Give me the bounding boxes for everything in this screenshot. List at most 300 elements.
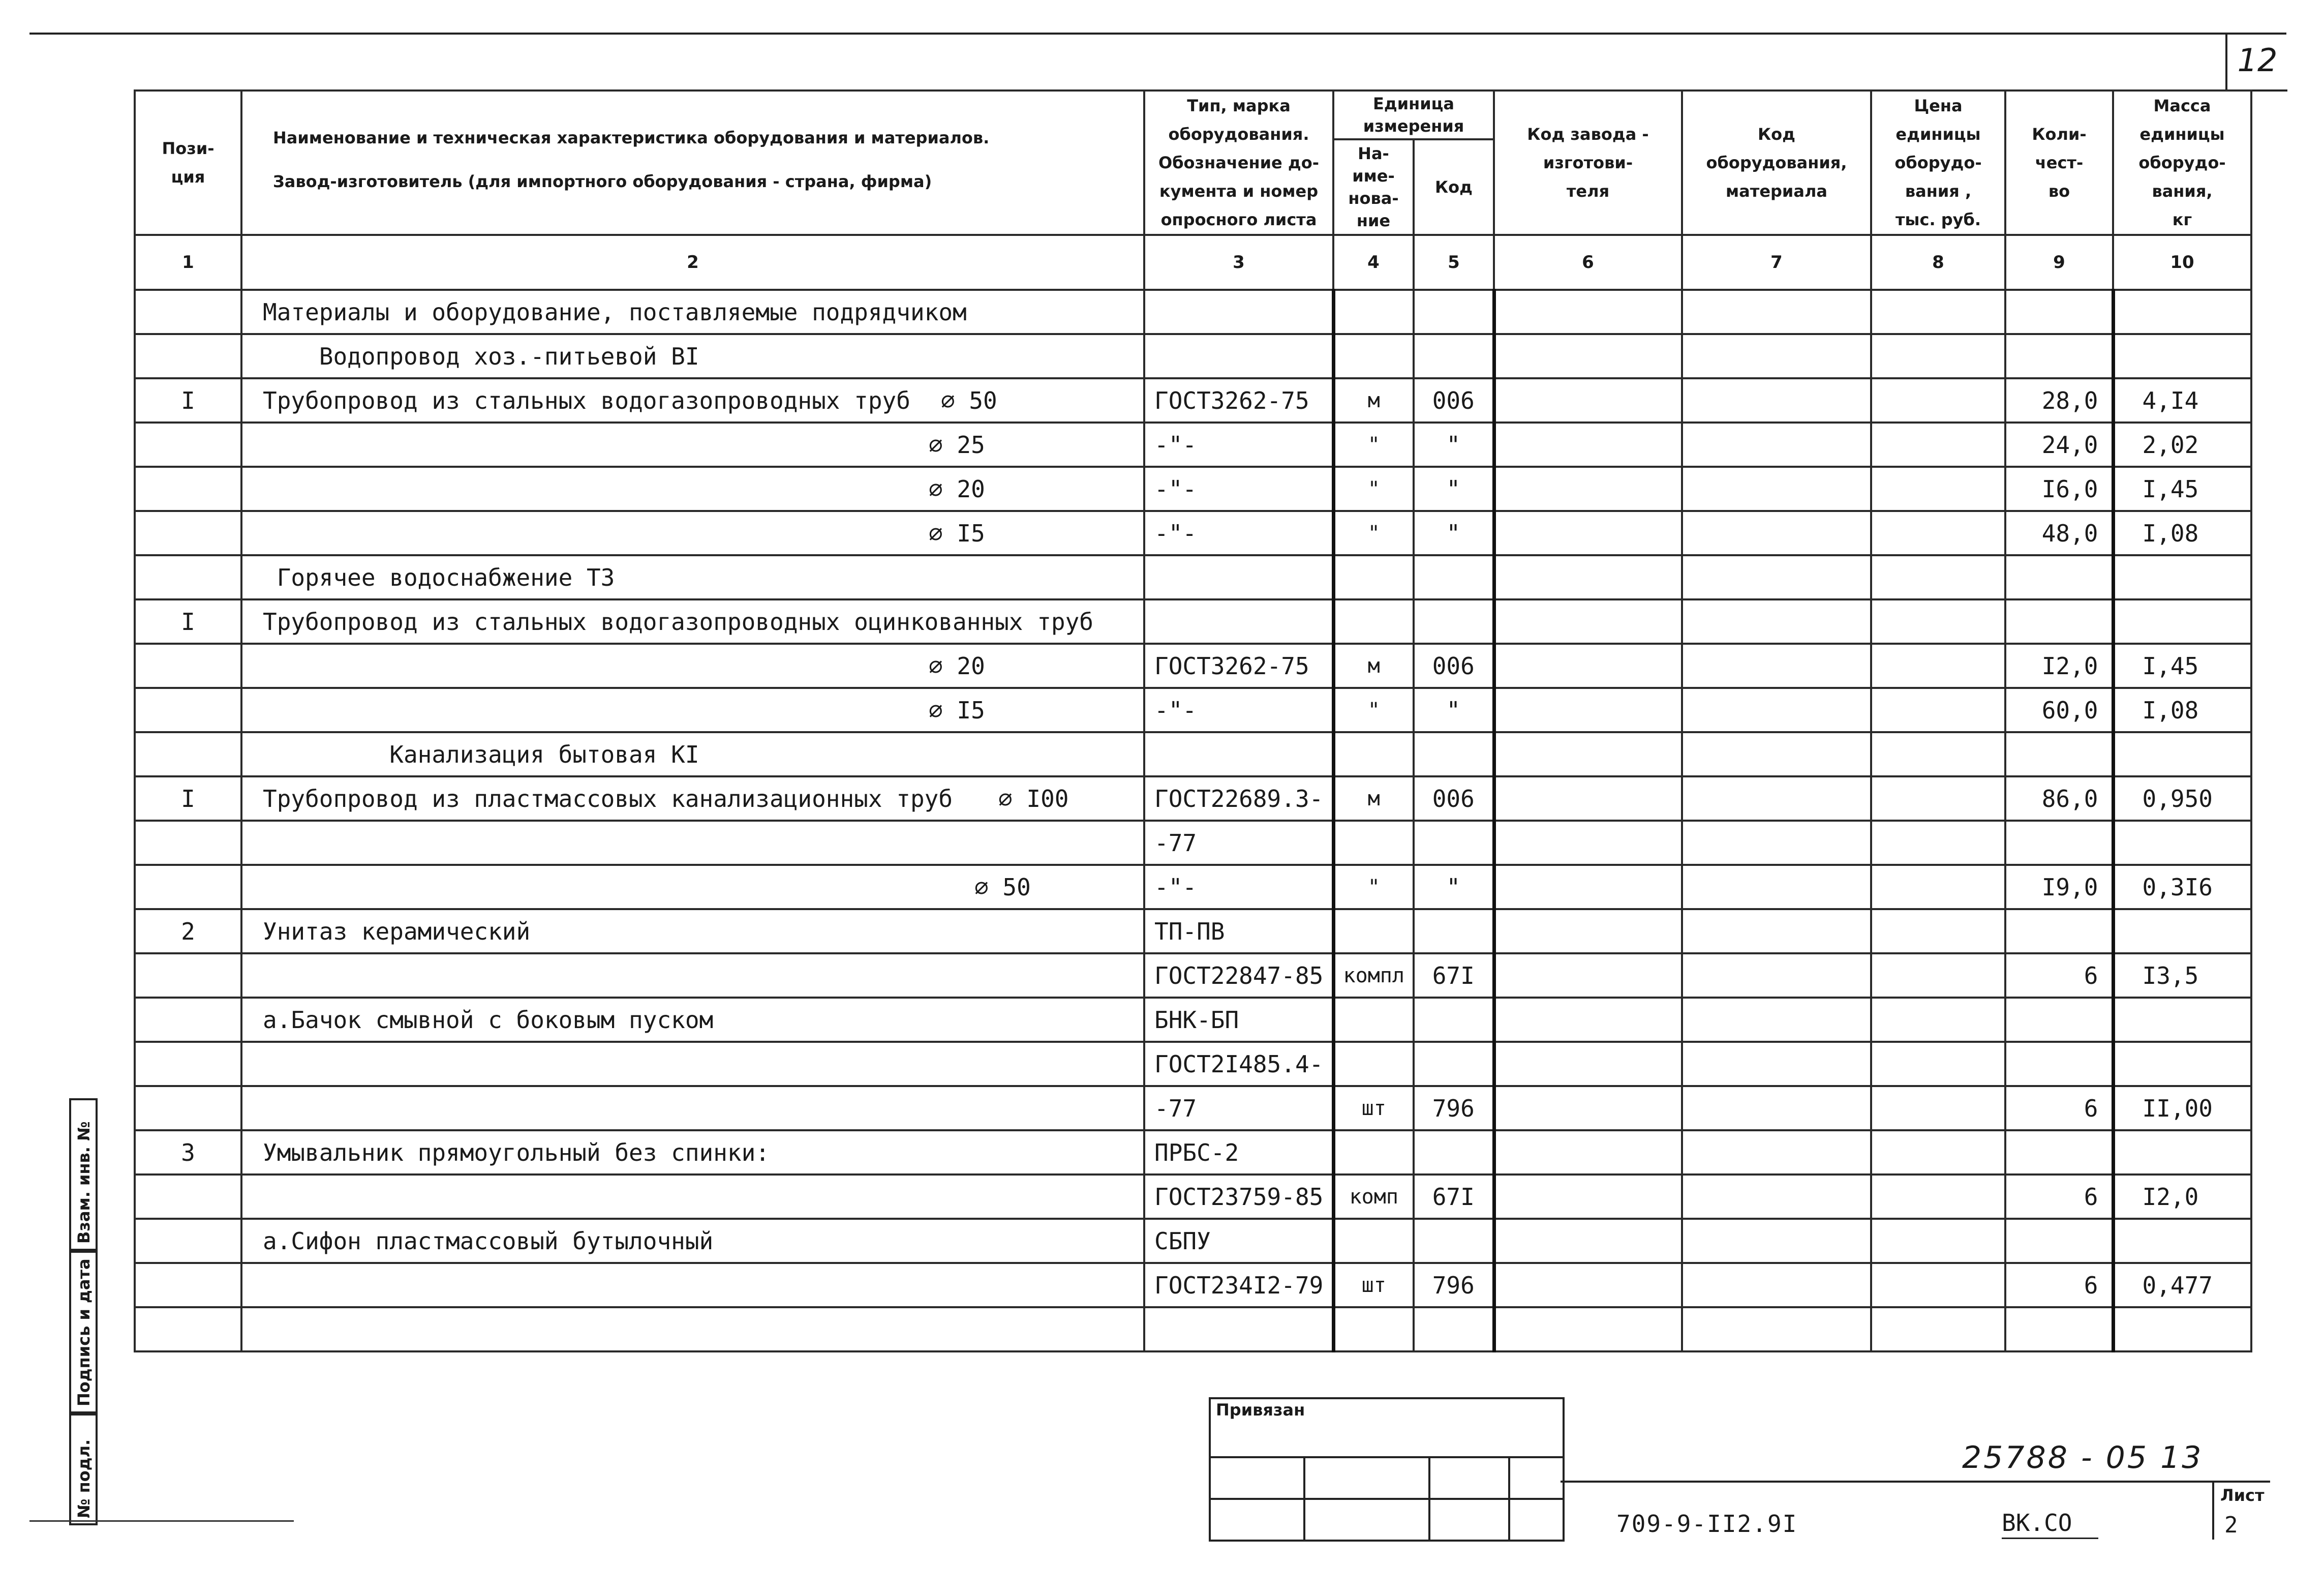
unit-code-cell xyxy=(1414,599,1494,644)
name-cell xyxy=(241,1130,1144,1175)
price-cell xyxy=(1871,998,2005,1042)
unit-name-cell: компл xyxy=(1333,953,1414,998)
mass-cell xyxy=(2113,290,2251,334)
equipment-code-cell xyxy=(1682,1175,1871,1219)
price-cell xyxy=(1871,423,2005,467)
type-cell: -77 xyxy=(1144,821,1333,865)
equipment-code-cell xyxy=(1682,511,1871,555)
position-cell xyxy=(135,555,241,599)
unit-name-cell: м xyxy=(1333,644,1414,688)
unit-name-cell xyxy=(1333,1130,1414,1175)
type-cell: ГОСТ2I485.4- xyxy=(1144,1042,1333,1086)
quantity-cell: I2,0 xyxy=(2005,644,2113,688)
type-cell: -"- xyxy=(1144,511,1333,555)
type-cell: ГОСТ23759-85 xyxy=(1144,1175,1333,1219)
item-name: Горячее водоснабжение ТЗ xyxy=(263,563,615,591)
name-cell xyxy=(241,953,1144,998)
unit-code-cell: " xyxy=(1414,511,1494,555)
header-unit-name: На- име- нова- ние xyxy=(1333,139,1414,235)
price-cell xyxy=(1871,511,2005,555)
equipment-code-cell xyxy=(1682,1219,1871,1263)
position-cell: 3 xyxy=(135,1130,241,1175)
name-cell xyxy=(241,1263,1144,1307)
name-cell xyxy=(241,821,1144,865)
type-cell: ГОСТ22847-85 xyxy=(1144,953,1333,998)
column-number: 9 xyxy=(2005,235,2113,290)
factory-code-cell xyxy=(1494,776,1682,821)
unit-name-cell xyxy=(1333,290,1414,334)
price-cell xyxy=(1871,378,2005,423)
table-row xyxy=(135,1219,2251,1263)
name-cell xyxy=(241,423,1144,467)
factory-code-cell xyxy=(1494,423,1682,467)
price-cell xyxy=(1871,1307,2005,1351)
type-cell: -"- xyxy=(1144,865,1333,909)
table-row xyxy=(135,511,2251,555)
table-row xyxy=(135,732,2251,776)
mass-cell xyxy=(2113,1130,2251,1175)
table-row xyxy=(135,776,2251,821)
table-row xyxy=(135,1042,2251,1086)
swap-inventory-label: Взам. инв. № xyxy=(74,1121,94,1244)
type-cell: ГОСТ3262-75 xyxy=(1144,378,1333,423)
sheet-number: 2 xyxy=(2224,1512,2238,1538)
signature-date-label: Подпись и дата xyxy=(74,1258,94,1406)
quantity-cell: 24,0 xyxy=(2005,423,2113,467)
quantity-cell: I6,0 xyxy=(2005,467,2113,511)
unit-name-cell xyxy=(1333,732,1414,776)
name-cell xyxy=(241,555,1144,599)
equipment-code-cell xyxy=(1682,644,1871,688)
mass-cell xyxy=(2113,555,2251,599)
unit-name-cell: " xyxy=(1333,467,1414,511)
item-name: а.Сифон пластмассовый бутылочный xyxy=(263,1227,714,1255)
unit-name-cell: шт xyxy=(1333,1263,1414,1307)
name-cell xyxy=(241,378,1144,423)
column-number: 2 xyxy=(241,235,1144,290)
name-cell xyxy=(241,998,1144,1042)
unit-code-cell: " xyxy=(1414,467,1494,511)
table-row xyxy=(135,334,2251,378)
mass-cell xyxy=(2113,1219,2251,1263)
original-number-cell xyxy=(69,1413,98,1525)
pipe-diameter: ∅ 50 xyxy=(940,386,997,414)
type-cell xyxy=(1144,599,1333,644)
unit-code-cell: 67I xyxy=(1414,953,1494,998)
unit-code-cell: 006 xyxy=(1414,644,1494,688)
sheet-corner-box xyxy=(2225,35,2287,92)
name-cell xyxy=(241,865,1144,909)
mass-cell: 0,477 xyxy=(2113,1263,2251,1307)
name-cell xyxy=(241,776,1144,821)
type-cell xyxy=(1144,1307,1333,1351)
name-cell xyxy=(241,1042,1144,1086)
position-cell xyxy=(135,1219,241,1263)
price-cell xyxy=(1871,1130,2005,1175)
type-cell: ГОСТ22689.3- xyxy=(1144,776,1333,821)
table-row xyxy=(135,865,2251,909)
item-name: Трубопровод из стальных водогазопроводных труб xyxy=(263,386,910,414)
position-cell xyxy=(135,865,241,909)
quantity-cell xyxy=(2005,821,2113,865)
sheet-number-box xyxy=(2212,1481,2270,1540)
unit-code-cell: " xyxy=(1414,688,1494,732)
price-cell xyxy=(1871,290,2005,334)
equipment-code-cell xyxy=(1682,1263,1871,1307)
name-cell xyxy=(241,1219,1144,1263)
price-cell xyxy=(1871,1175,2005,1219)
position-cell xyxy=(135,511,241,555)
quantity-cell: 28,0 xyxy=(2005,378,2113,423)
mass-cell: I,08 xyxy=(2113,511,2251,555)
position-cell xyxy=(135,1263,241,1307)
table-row xyxy=(135,599,2251,644)
table-row xyxy=(135,1263,2251,1307)
table-row xyxy=(135,998,2251,1042)
swap-inventory-cell xyxy=(69,1098,98,1251)
sheet-corner-number: 12 xyxy=(2237,42,2278,79)
equipment-code-cell xyxy=(1682,732,1871,776)
type-cell: -"- xyxy=(1144,423,1333,467)
table-row xyxy=(135,821,2251,865)
table-row xyxy=(135,555,2251,599)
unit-name-cell xyxy=(1333,1307,1414,1351)
position-cell xyxy=(135,1086,241,1130)
mass-cell: I,45 xyxy=(2113,644,2251,688)
price-cell xyxy=(1871,644,2005,688)
top-border-line xyxy=(29,33,2286,35)
mass-cell xyxy=(2113,1042,2251,1086)
quantity-cell xyxy=(2005,1130,2113,1175)
type-cell: ГОСТ3262-75 xyxy=(1144,644,1333,688)
item-name: Унитаз керамический xyxy=(263,917,531,945)
type-cell: ПРБС-2 xyxy=(1144,1130,1333,1175)
factory-code-cell xyxy=(1494,1219,1682,1263)
unit-code-cell xyxy=(1414,821,1494,865)
equipment-code-cell xyxy=(1682,821,1871,865)
unit-code-cell: 006 xyxy=(1414,776,1494,821)
column-number: 3 xyxy=(1144,235,1333,290)
price-cell xyxy=(1871,1263,2005,1307)
item-name: Умывальник прямоугольный без спинки: xyxy=(263,1138,770,1166)
name-cell xyxy=(241,290,1144,334)
type-cell xyxy=(1144,290,1333,334)
table-row xyxy=(135,1086,2251,1130)
factory-code-cell xyxy=(1494,865,1682,909)
drawing-mark-underline xyxy=(2002,1538,2098,1539)
price-cell xyxy=(1871,688,2005,732)
table-row xyxy=(135,467,2251,511)
factory-code-cell xyxy=(1494,1307,1682,1351)
column-number: 7 xyxy=(1682,235,1871,290)
type-cell: -77 xyxy=(1144,1086,1333,1130)
price-cell xyxy=(1871,1219,2005,1263)
header-unit-code: Код xyxy=(1414,139,1494,235)
quantity-cell xyxy=(2005,909,2113,953)
equipment-code-cell xyxy=(1682,776,1871,821)
equipment-code-cell xyxy=(1682,1130,1871,1175)
unit-name-cell: м xyxy=(1333,378,1414,423)
column-number: 6 xyxy=(1494,235,1682,290)
price-cell xyxy=(1871,909,2005,953)
table-row xyxy=(135,1307,2251,1351)
factory-code-cell xyxy=(1494,909,1682,953)
factory-code-cell xyxy=(1494,378,1682,423)
factory-code-cell xyxy=(1494,1263,1682,1307)
equipment-code-cell xyxy=(1682,953,1871,998)
quantity-cell: 6 xyxy=(2005,1263,2113,1307)
position-cell xyxy=(135,290,241,334)
type-cell: ТП-ПВ xyxy=(1144,909,1333,953)
equipment-code-cell xyxy=(1682,688,1871,732)
header-price: Цена единицы оборудо- вания , тыс. руб. xyxy=(1871,91,2005,235)
table-row xyxy=(135,378,2251,423)
mass-cell xyxy=(2113,821,2251,865)
factory-code-cell xyxy=(1494,821,1682,865)
header-position: Пози- ция xyxy=(135,91,241,235)
position-cell xyxy=(135,953,241,998)
equipment-code-cell xyxy=(1682,1086,1871,1130)
unit-code-cell xyxy=(1414,732,1494,776)
binding-label: Привязан xyxy=(1216,1400,1305,1420)
unit-code-cell: 796 xyxy=(1414,1086,1494,1130)
position-cell xyxy=(135,423,241,467)
equipment-code-cell xyxy=(1682,378,1871,423)
column-number: 8 xyxy=(1871,235,2005,290)
name-cell xyxy=(241,644,1144,688)
factory-code-cell xyxy=(1494,1042,1682,1086)
factory-code-cell xyxy=(1494,688,1682,732)
factory-code-cell xyxy=(1494,1175,1682,1219)
factory-code-cell xyxy=(1494,467,1682,511)
name-cell xyxy=(241,334,1144,378)
column-number: 1 xyxy=(135,235,241,290)
pipe-diameter: ∅ 20 xyxy=(929,475,985,503)
mass-cell: 0,3I6 xyxy=(2113,865,2251,909)
unit-code-cell xyxy=(1414,555,1494,599)
factory-code-cell xyxy=(1494,998,1682,1042)
quantity-cell xyxy=(2005,290,2113,334)
position-cell xyxy=(135,334,241,378)
equipment-code-cell xyxy=(1682,998,1871,1042)
unit-code-cell xyxy=(1414,998,1494,1042)
quantity-cell: 48,0 xyxy=(2005,511,2113,555)
unit-name-cell xyxy=(1333,998,1414,1042)
factory-code-cell xyxy=(1494,555,1682,599)
price-cell xyxy=(1871,776,2005,821)
factory-code-cell xyxy=(1494,1130,1682,1175)
unit-code-cell xyxy=(1414,290,1494,334)
position-cell: I xyxy=(135,599,241,644)
unit-name-cell xyxy=(1333,1219,1414,1263)
pipe-diameter: ∅ I5 xyxy=(929,696,985,724)
column-number: 4 xyxy=(1333,235,1414,290)
unit-code-cell: 006 xyxy=(1414,378,1494,423)
price-cell xyxy=(1871,732,2005,776)
unit-code-cell: " xyxy=(1414,423,1494,467)
specification-rows xyxy=(135,290,2251,1351)
position-cell xyxy=(135,732,241,776)
quantity-cell: 6 xyxy=(2005,953,2113,998)
item-name: Материалы и оборудование, поставляемые подрядчиком xyxy=(263,298,967,326)
pipe-diameter: ∅ I5 xyxy=(929,519,985,547)
position-cell: I xyxy=(135,776,241,821)
name-cell xyxy=(241,599,1144,644)
unit-name-cell xyxy=(1333,821,1414,865)
unit-name-cell: м xyxy=(1333,776,1414,821)
factory-code-cell xyxy=(1494,644,1682,688)
table-row xyxy=(135,290,2251,334)
item-name: а.Бачок смывной с боковым пуском xyxy=(263,1006,714,1034)
header-type: Тип, марка оборудования. Обозначение до- кумента и номер опросного листа xyxy=(1144,91,1333,235)
pipe-diameter: ∅ 20 xyxy=(929,652,985,680)
mass-cell: I3,5 xyxy=(2113,953,2251,998)
position-cell: I xyxy=(135,378,241,423)
signature-date-cell xyxy=(69,1251,98,1413)
header-equipment-code: Код оборудования, материала xyxy=(1682,91,1871,235)
position-cell xyxy=(135,688,241,732)
equipment-code-cell xyxy=(1682,467,1871,511)
name-cell xyxy=(241,1175,1144,1219)
unit-name-cell xyxy=(1333,334,1414,378)
quantity-cell xyxy=(2005,1219,2113,1263)
unit-code-cell xyxy=(1414,1130,1494,1175)
position-cell xyxy=(135,467,241,511)
unit-code-cell xyxy=(1414,1219,1494,1263)
column-number: 10 xyxy=(2113,235,2251,290)
equipment-code-cell xyxy=(1682,1307,1871,1351)
table-row xyxy=(135,423,2251,467)
unit-name-cell xyxy=(1333,599,1414,644)
unit-name-cell xyxy=(1333,909,1414,953)
name-cell xyxy=(241,467,1144,511)
factory-code-cell xyxy=(1494,953,1682,998)
price-cell xyxy=(1871,467,2005,511)
header-unit-group: Единица измерения xyxy=(1333,91,1494,139)
pipe-diameter: ∅ 25 xyxy=(929,431,985,459)
position-cell xyxy=(135,1307,241,1351)
position-cell xyxy=(135,998,241,1042)
unit-name-cell: " xyxy=(1333,423,1414,467)
quantity-cell xyxy=(2005,599,2113,644)
specification-table xyxy=(134,89,2252,1352)
quantity-cell xyxy=(2005,1307,2113,1351)
name-cell xyxy=(241,1307,1144,1351)
equipment-code-cell xyxy=(1682,599,1871,644)
type-cell: ГОСТ234I2-79 xyxy=(1144,1263,1333,1307)
equipment-code-cell xyxy=(1682,334,1871,378)
factory-code-cell xyxy=(1494,732,1682,776)
factory-code-cell xyxy=(1494,511,1682,555)
mass-cell xyxy=(2113,998,2251,1042)
price-cell xyxy=(1871,865,2005,909)
position-cell xyxy=(135,1042,241,1086)
position-cell xyxy=(135,821,241,865)
type-cell: -"- xyxy=(1144,467,1333,511)
price-cell xyxy=(1871,953,2005,998)
table-row xyxy=(135,1175,2251,1219)
position-cell xyxy=(135,644,241,688)
unit-name-cell: " xyxy=(1333,511,1414,555)
quantity-cell: 6 xyxy=(2005,1086,2113,1130)
quantity-cell: 6 xyxy=(2005,1175,2113,1219)
factory-code-cell xyxy=(1494,599,1682,644)
header-quantity: Коли- чест- во xyxy=(2005,91,2113,235)
left-margin-stamp xyxy=(69,1098,130,1525)
drawing-mark: ВК.СО xyxy=(2002,1509,2072,1537)
position-cell: 2 xyxy=(135,909,241,953)
header-factory-code: Код завода - изготови- теля xyxy=(1494,91,1682,235)
factory-code-cell xyxy=(1494,334,1682,378)
quantity-cell xyxy=(2005,555,2113,599)
position-cell xyxy=(135,1175,241,1219)
mass-cell: 0,950 xyxy=(2113,776,2251,821)
equipment-code-cell xyxy=(1682,1042,1871,1086)
unit-name-cell: " xyxy=(1333,688,1414,732)
document-number: 25788 - 05 13 xyxy=(1962,1440,2204,1475)
unit-name-cell: комп xyxy=(1333,1175,1414,1219)
header-mass: Масса единицы оборудо- вания, кг xyxy=(2113,91,2251,235)
unit-code-cell xyxy=(1414,1042,1494,1086)
mass-cell xyxy=(2113,909,2251,953)
name-cell xyxy=(241,1086,1144,1130)
price-cell xyxy=(1871,1086,2005,1130)
type-cell: -"- xyxy=(1144,688,1333,732)
mass-cell xyxy=(2113,599,2251,644)
unit-name-cell: " xyxy=(1333,865,1414,909)
table-row xyxy=(135,953,2251,998)
equipment-code-cell xyxy=(1682,290,1871,334)
quantity-cell: 86,0 xyxy=(2005,776,2113,821)
mass-cell xyxy=(2113,334,2251,378)
column-number-row xyxy=(135,235,2251,290)
equipment-code-cell xyxy=(1682,555,1871,599)
unit-name-cell: шт xyxy=(1333,1086,1414,1130)
equipment-code-cell xyxy=(1682,865,1871,909)
table-row xyxy=(135,1130,2251,1175)
mass-cell: 2,02 xyxy=(2113,423,2251,467)
item-name: Водопровод хоз.-питьевой BI xyxy=(263,342,699,370)
type-cell xyxy=(1144,334,1333,378)
pipe-diameter: ∅ 50 xyxy=(974,873,1031,901)
header-name: Наименование и техническая характеристика оборудования и материалов. Завод-изготовитель (для импортного оборудования - страна, фирма) xyxy=(241,91,1144,235)
unit-code-cell: 796 xyxy=(1414,1263,1494,1307)
price-cell xyxy=(1871,821,2005,865)
quantity-cell xyxy=(2005,334,2113,378)
unit-name-cell xyxy=(1333,555,1414,599)
equipment-code-cell xyxy=(1682,909,1871,953)
price-cell xyxy=(1871,1042,2005,1086)
unit-name-cell xyxy=(1333,1042,1414,1086)
mass-cell: I,45 xyxy=(2113,467,2251,511)
name-cell xyxy=(241,909,1144,953)
type-cell: СБПУ xyxy=(1144,1219,1333,1263)
mass-cell xyxy=(2113,1307,2251,1351)
column-number: 5 xyxy=(1414,235,1494,290)
item-name: Трубопровод из пластмассовых канализационных труб xyxy=(263,785,953,812)
type-cell xyxy=(1144,732,1333,776)
price-cell xyxy=(1871,555,2005,599)
factory-code-cell xyxy=(1494,1086,1682,1130)
unit-code-cell xyxy=(1414,909,1494,953)
table-row xyxy=(135,644,2251,688)
sheet-label: Лист xyxy=(2220,1486,2265,1505)
item-name: Трубопровод из стальных водогазопроводных оцинкованных труб xyxy=(263,608,1093,636)
name-cell xyxy=(241,732,1144,776)
pipe-diameter: ∅ I00 xyxy=(998,785,1069,812)
title-block-line xyxy=(1561,1481,2267,1483)
quantity-cell xyxy=(2005,998,2113,1042)
